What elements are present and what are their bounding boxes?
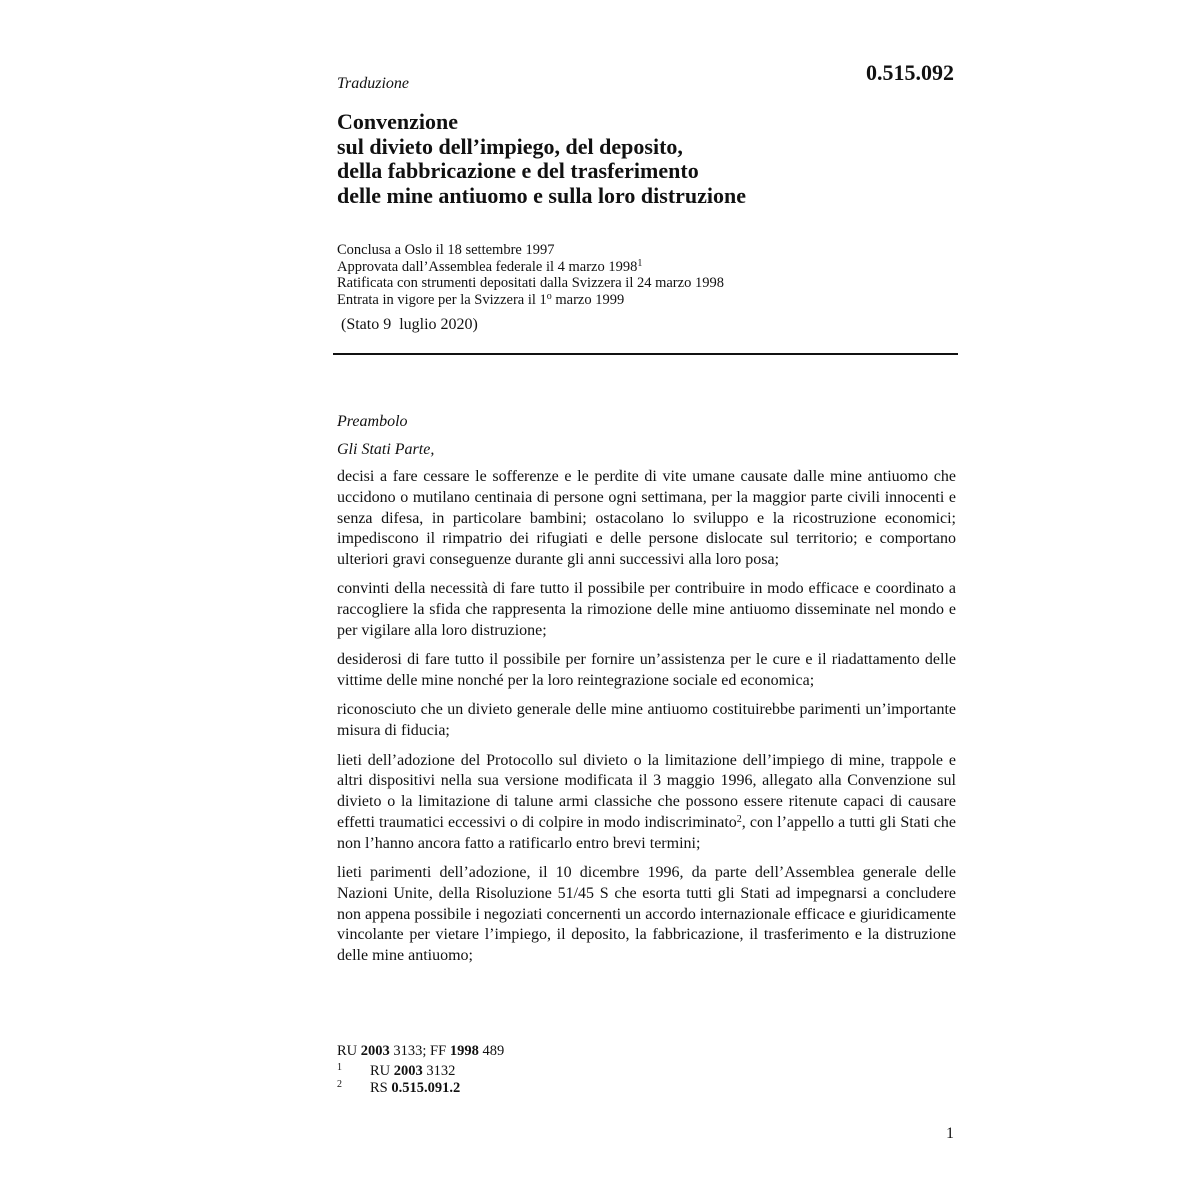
paragraph: lieti dell’adozione del Protocollo sul divieto o la limitazione dell’impiego di mine, trappole e altri dispositivi nella sua versione modificata il 3 maggio 1996, allegato alla Convenzione sul divieto o la limitazione di talune armi classiche che possono essere ritenute capaci di causare effetti traumatici eccessivi o di colpire in modo indiscriminato$^2$, con l’appello a tutti gli Stati che non l’hanno ancora fatto a ratificarlo entro brevi termini;	[337, 751, 957, 852]
status-date: (Stato 9 luglio 2020)	[337, 316, 478, 333]
preamble-body	[337, 467, 956, 976]
title-line: Convenzione	[337, 109, 458, 134]
footnote-number: 1	[337, 1062, 342, 1073]
preamble-parties: Gli Stati Parte,	[337, 441, 435, 458]
header-divider	[333, 353, 958, 355]
document-metadata	[337, 242, 956, 308]
footnote-number: 2	[337, 1079, 342, 1090]
footnote-ref: 2	[736, 813, 742, 825]
paragraph: decisi a fare cessare le sofferenze e le perdite di vite umane causate dalle mine antiuomo che uccidono o mutilano centinaia di persone ogni settimana, per la maggior parte civili innocenti e senza difesa, in particolare bambini; ostacolano lo sviluppo e la ricostruzione economici; impediscono il rimpatrio dei rifugiati e delle persone dislocate sul territorio; e comportano ulteriori gravi conseguenze durante gli anni successivi alla loro posa;	[337, 468, 956, 569]
concluded-date: Conclusa a Oslo il 18 settembre 1997	[337, 242, 555, 258]
footnote-ref: 1	[637, 257, 643, 269]
approved-date: Approvata dall’Assemblea federale il 4 marzo 1998$^1$	[337, 257, 643, 275]
footnote-text: RS 0.515.091.2	[370, 1080, 461, 1096]
title-line: sul divieto dell’impiego, del deposito,	[337, 133, 683, 159]
page-number: 1	[946, 1125, 954, 1142]
title-line: delle mine antiuomo e sulla loro distruzione	[337, 182, 747, 208]
paragraph: riconosciuto che un divieto generale delle mine antiuomo costituirebbe parimenti un’importante misura di fiducia;	[337, 701, 956, 740]
document-title	[337, 110, 956, 208]
preamble-heading: Preambolo	[337, 413, 408, 430]
document-number: 0.515.092	[866, 60, 954, 85]
source-reference: RU 2003 3133; FF 1998 489	[337, 1043, 505, 1059]
paragraph: lieti parimenti dell’adozione, il 10 dicembre 1996, da parte dell’Assemblea generale delle Nazioni Unite, della Risoluzione 51/45 S che esorta tutti gli Stati ad impegnarsi a concludere non appena possibile i negoziati concernenti un accordo internazionale efficace e giuridicamente vincolante per vietare l’impiego, il deposito, la fabbricazione, il trasferimento e la distruzione delle mine antiuomo;	[337, 864, 956, 965]
footnote-text: RU 2003 3132	[370, 1063, 456, 1079]
ratified-date: Ratificata con strumenti depositati dalla Svizzera il 24 marzo 1998	[337, 275, 724, 291]
translation-label: Traduzione	[337, 75, 410, 92]
paragraph: desiderosi di fare tutto il possibile per fornire un’assistenza per le cure e il riadattamento delle vittime delle mine nonché per la loro reintegrazione sociale ed economica;	[337, 651, 956, 690]
paragraph: convinti della necessità di fare tutto il possibile per contribuire in modo efficace e coordinato a raccogliere la sfida che rappresenta la rimozione delle mine antiuomo disseminate nel mondo e per vigilare alla loro distruzione;	[337, 580, 956, 640]
title-line: della fabbricazione e del trasferimento	[337, 158, 699, 183]
in-force-date: Entrata in vigore per la Svizzera il 1$^o$ marzo 1999	[337, 290, 625, 308]
